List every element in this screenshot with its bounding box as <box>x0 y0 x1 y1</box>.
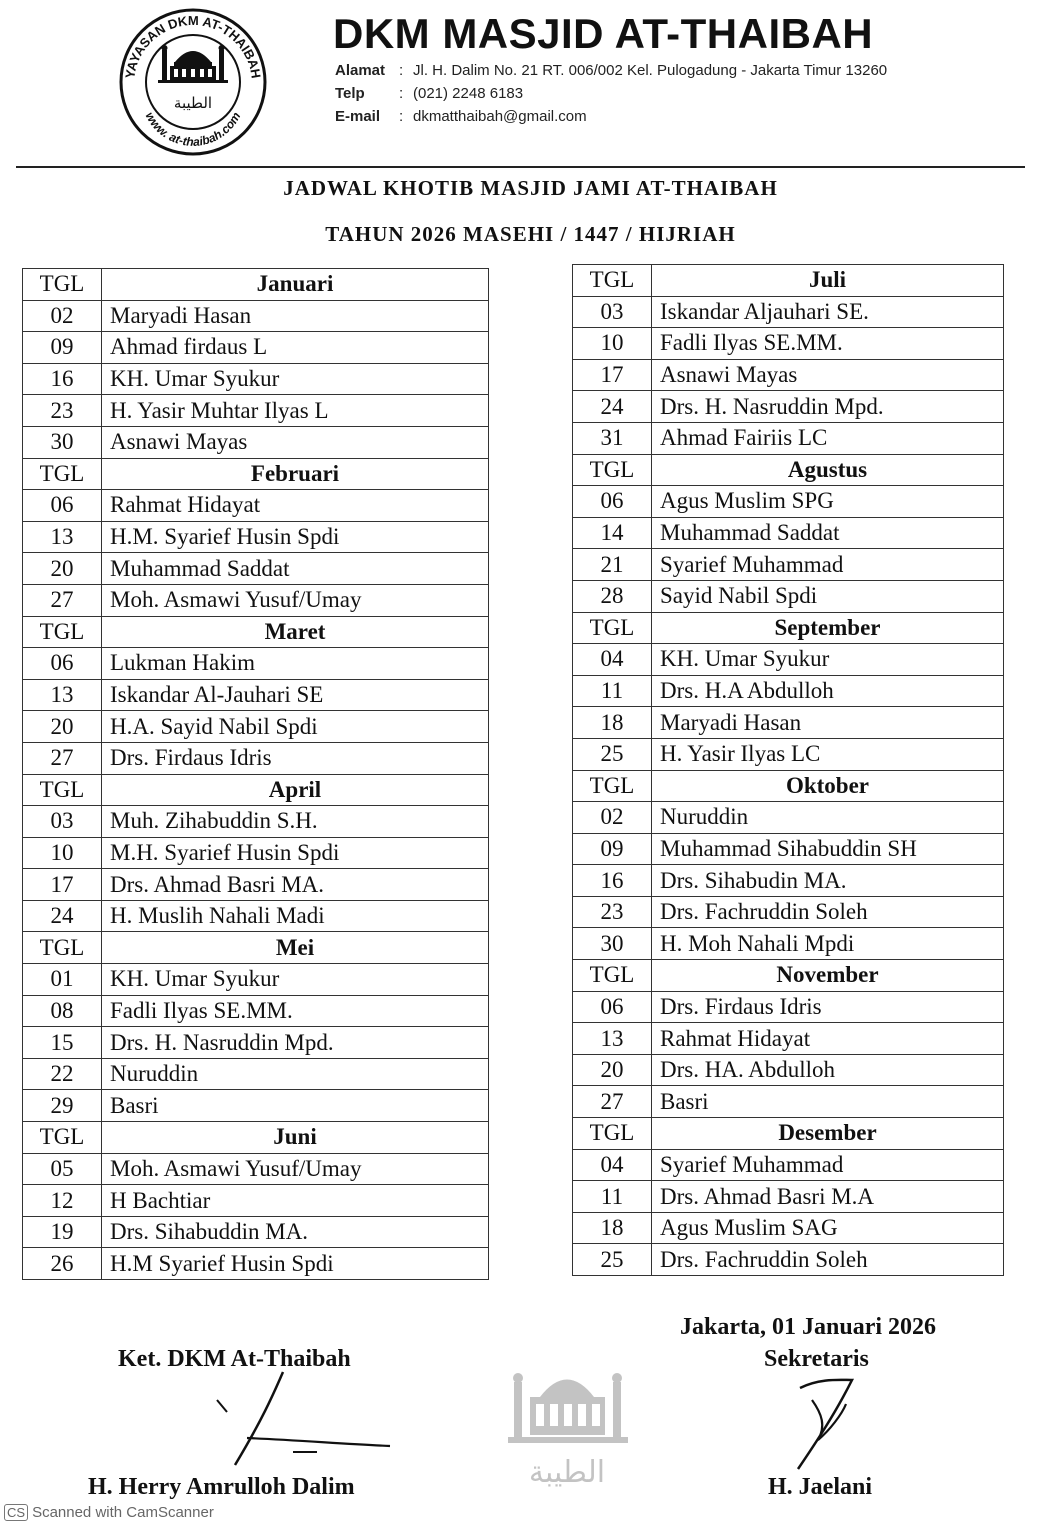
schedule-row <box>573 359 1004 391</box>
khotib-name: Drs. Ahmad Basri M.A <box>652 1181 1004 1213</box>
schedule-date: 30 <box>573 928 652 960</box>
khotib-name: H. Yasir Ilyas LC <box>652 738 1004 770</box>
schedule-row <box>23 711 489 743</box>
schedule-date: 29 <box>23 1090 102 1122</box>
tgl-column-header: TGL <box>573 960 652 992</box>
schedule-row <box>23 837 489 869</box>
khotib-name: H.M. Syarief Husin Spdi <box>102 521 489 553</box>
logo-text-top: YAYASAN DKM AT-THAIBAH <box>122 12 264 80</box>
schedule-row <box>23 1090 489 1122</box>
schedule-row <box>23 1058 489 1090</box>
khotib-name: Basri <box>102 1090 489 1122</box>
khotib-name: Asnawi Mayas <box>102 426 489 458</box>
schedule-row <box>573 486 1004 518</box>
khotib-name: Muhammad Saddat <box>102 553 489 585</box>
schedule-row <box>573 738 1004 770</box>
phone-line <box>335 85 523 102</box>
khotib-name: Drs. Sihabudin MA. <box>652 865 1004 897</box>
schedule-table-jan-jun <box>22 268 489 1280</box>
schedule-date: 20 <box>573 1054 652 1086</box>
schedule-date: 21 <box>573 549 652 581</box>
tgl-column-header: TGL <box>23 932 102 964</box>
khotib-name: H. Yasir Muhtar Ilyas L <box>102 395 489 427</box>
khotib-name: Muhammad Sihabuddin SH <box>652 833 1004 865</box>
schedule-date: 01 <box>23 964 102 996</box>
schedule-row <box>23 1153 489 1185</box>
khotib-name: Ahmad Fairiis LC <box>652 422 1004 454</box>
org-name: DKM MASJID AT-THAIBAH <box>333 10 874 57</box>
schedule-row <box>573 422 1004 454</box>
month-header-row <box>23 269 489 301</box>
schedule-row <box>573 1149 1004 1181</box>
schedule-row <box>573 644 1004 676</box>
schedule-table-jul-dec <box>572 264 1004 1276</box>
document-title: JADWAL KHOTIB MASJID JAMI AT-THAIBAH <box>283 176 778 200</box>
schedule-date: 24 <box>573 391 652 423</box>
schedule-row <box>573 296 1004 328</box>
khotib-name: H. Moh Nahali Mpdi <box>652 928 1004 960</box>
khotib-name: Moh. Asmawi Yusuf/Umay <box>102 1153 489 1185</box>
month-name: April <box>102 774 489 806</box>
schedule-row <box>573 1244 1004 1276</box>
schedule-date: 05 <box>23 1153 102 1185</box>
tgl-column-header: TGL <box>23 774 102 806</box>
camscanner-badge: CS <box>4 1504 28 1521</box>
schedule-date: 20 <box>23 711 102 743</box>
schedule-date: 11 <box>573 675 652 707</box>
schedule-date: 17 <box>23 869 102 901</box>
mosque-icon <box>158 45 228 83</box>
tgl-column-header: TGL <box>573 770 652 802</box>
schedule-date: 03 <box>23 806 102 838</box>
schedule-date: 27 <box>23 742 102 774</box>
khotib-name: Nuruddin <box>652 802 1004 834</box>
email-value: dkmatthaibah@gmail.com <box>413 108 587 125</box>
logo-text-bottom: www. at-thaibah.com <box>142 109 244 149</box>
khotib-name: Ahmad firdaus L <box>102 332 489 364</box>
month-header-row <box>573 265 1004 297</box>
month-name: Maret <box>102 616 489 648</box>
schedule-date: 13 <box>23 679 102 711</box>
schedule-row <box>23 964 489 996</box>
khotib-name: Drs. Fachruddin Soleh <box>652 1244 1004 1276</box>
schedule-date: 23 <box>573 896 652 928</box>
schedule-row <box>573 1023 1004 1055</box>
schedule-date: 26 <box>23 1248 102 1280</box>
khotib-name: Rahmat Hidayat <box>652 1023 1004 1055</box>
schedule-row <box>573 896 1004 928</box>
schedule-date: 13 <box>573 1023 652 1055</box>
schedule-date: 31 <box>573 422 652 454</box>
month-header-row <box>573 960 1004 992</box>
khotib-name: H Bachtiar <box>102 1185 489 1217</box>
schedule-date: 27 <box>573 1086 652 1118</box>
khotib-name: Drs. Fachruddin Soleh <box>652 896 1004 928</box>
tgl-column-header: TGL <box>23 616 102 648</box>
schedule-row <box>573 833 1004 865</box>
schedule-row <box>573 1086 1004 1118</box>
khotib-name: Fadli Ilyas SE.MM. <box>652 328 1004 360</box>
camscanner-mark <box>4 1504 214 1521</box>
khotib-name: H. Muslih Nahali Madi <box>102 900 489 932</box>
khotib-name: Basri <box>652 1086 1004 1118</box>
schedule-row <box>23 995 489 1027</box>
camscanner-text: Scanned with CamScanner <box>32 1504 214 1521</box>
khotib-name: H.M Syarief Husin Spdi <box>102 1248 489 1280</box>
khotib-name: Asnawi Mayas <box>652 359 1004 391</box>
email-separator: : <box>399 108 404 125</box>
schedule-date: 15 <box>23 1027 102 1059</box>
khotib-name: Muh. Zihabuddin S.H. <box>102 806 489 838</box>
khotib-name: Maryadi Hasan <box>102 300 489 332</box>
schedule-row <box>23 806 489 838</box>
schedule-date: 19 <box>23 1216 102 1248</box>
schedule-row <box>23 300 489 332</box>
khotib-name: Drs. HA. Abdulloh <box>652 1054 1004 1086</box>
schedule-row <box>573 1181 1004 1213</box>
khotib-name: Iskandar Aljauhari SE. <box>652 296 1004 328</box>
khotib-name: KH. Umar Syukur <box>652 644 1004 676</box>
khotib-name: KH. Umar Syukur <box>102 363 489 395</box>
khotib-name: Drs. H. Nasruddin Mpd. <box>652 391 1004 423</box>
schedule-row <box>23 648 489 680</box>
email-label: E-mail <box>335 108 381 125</box>
schedule-row <box>23 900 489 932</box>
month-name: Agustus <box>652 454 1004 486</box>
phone-separator: : <box>399 85 404 102</box>
mosque-watermark-icon <box>500 1352 635 1502</box>
schedule-row <box>573 802 1004 834</box>
month-header-row <box>573 770 1004 802</box>
address-value: Jl. H. Dalim No. 21 RT. 006/002 Kel. Pulogadung - Jakarta Timur 13260 <box>413 62 888 79</box>
schedule-row <box>23 521 489 553</box>
khotib-name: Moh. Asmawi Yusuf/Umay <box>102 584 489 616</box>
schedule-date: 03 <box>573 296 652 328</box>
schedule-row <box>573 517 1004 549</box>
phone-label: Telp <box>335 85 365 102</box>
schedule-date: 30 <box>23 426 102 458</box>
schedule-row <box>23 869 489 901</box>
khotib-name: Drs. H.A Abdulloh <box>652 675 1004 707</box>
tgl-column-header: TGL <box>573 454 652 486</box>
schedule-row <box>23 584 489 616</box>
tgl-column-header: TGL <box>573 265 652 297</box>
khotib-name: M.H. Syarief Husin Spdi <box>102 837 489 869</box>
schedule-date: 23 <box>23 395 102 427</box>
month-header-row <box>573 1118 1004 1150</box>
schedule-row <box>23 1027 489 1059</box>
secretary-title: Sekretaris <box>764 1346 869 1372</box>
schedule-date: 18 <box>573 1212 652 1244</box>
address-label: Alamat <box>335 62 386 79</box>
schedule-date: 06 <box>573 991 652 1023</box>
schedule-date: 14 <box>573 517 652 549</box>
khotib-name: Nuruddin <box>102 1058 489 1090</box>
schedule-date: 16 <box>23 363 102 395</box>
month-name: Oktober <box>652 770 1004 802</box>
schedule-date: 25 <box>573 738 652 770</box>
month-name: Desember <box>652 1118 1004 1150</box>
month-header-row <box>23 774 489 806</box>
schedule-date: 10 <box>23 837 102 869</box>
schedule-row <box>23 1248 489 1280</box>
schedule-date: 16 <box>573 865 652 897</box>
month-header-row <box>23 616 489 648</box>
month-name: September <box>652 612 1004 644</box>
tgl-column-header: TGL <box>573 1118 652 1150</box>
schedule-date: 20 <box>23 553 102 585</box>
khotib-name: Drs. Firdaus Idris <box>652 991 1004 1023</box>
tgl-column-header: TGL <box>23 458 102 490</box>
phone-value: (021) 2248 6183 <box>413 85 524 102</box>
schedule-row <box>573 991 1004 1023</box>
schedule-date: 28 <box>573 580 652 612</box>
schedule-row <box>573 1054 1004 1086</box>
khotib-name: KH. Umar Syukur <box>102 964 489 996</box>
schedule-date: 18 <box>573 707 652 739</box>
schedule-date: 02 <box>23 300 102 332</box>
chairman-name: H. Herry Amrulloh Dalim <box>88 1474 355 1500</box>
month-name: Mei <box>102 932 489 964</box>
schedule-row <box>23 490 489 522</box>
chairman-title: Ket. DKM At-Thaibah <box>118 1346 351 1372</box>
khotib-name: Drs. H. Nasruddin Mpd. <box>102 1027 489 1059</box>
schedule-date: 06 <box>23 490 102 522</box>
schedule-row <box>573 928 1004 960</box>
khotib-name: Syarief Muhammad <box>652 1149 1004 1181</box>
schedule-date: 04 <box>573 1149 652 1181</box>
month-header-row <box>23 1122 489 1154</box>
khotib-name: Drs. Ahmad Basri MA. <box>102 869 489 901</box>
tgl-column-header: TGL <box>23 1122 102 1154</box>
schedule-date: 27 <box>23 584 102 616</box>
place-date: Jakarta, 01 Januari 2026 <box>680 1314 937 1340</box>
khotib-name: Agus Muslim SAG <box>652 1212 1004 1244</box>
schedule-date: 04 <box>573 644 652 676</box>
logo-arabic: الطيبة <box>173 94 213 112</box>
schedule-row <box>573 1212 1004 1244</box>
schedule-date: 24 <box>23 900 102 932</box>
month-header-row <box>573 454 1004 486</box>
schedule-date: 13 <box>23 521 102 553</box>
tgl-column-header: TGL <box>573 612 652 644</box>
schedule-row <box>23 426 489 458</box>
watermark-arabic: الطيبة <box>528 1455 606 1490</box>
schedule-date: 22 <box>23 1058 102 1090</box>
khotib-name: Iskandar Al-Jauhari SE <box>102 679 489 711</box>
schedule-row <box>573 580 1004 612</box>
document-subtitle: TAHUN 2026 MASEHI / 1447 / HIJRIAH <box>325 222 736 246</box>
schedule-date: 06 <box>573 486 652 518</box>
schedule-row <box>573 865 1004 897</box>
month-name: Januari <box>102 269 489 301</box>
yayasan-logo <box>112 4 274 156</box>
khotib-name: Muhammad Saddat <box>652 517 1004 549</box>
khotib-name: H.A. Sayid Nabil Spdi <box>102 711 489 743</box>
chairman-signature <box>205 1370 405 1470</box>
schedule-date: 08 <box>23 995 102 1027</box>
schedule-row <box>573 675 1004 707</box>
schedule-row <box>23 679 489 711</box>
month-header-row <box>23 932 489 964</box>
schedule-date: 11 <box>573 1181 652 1213</box>
tgl-column-header: TGL <box>23 269 102 301</box>
schedule-date: 06 <box>23 648 102 680</box>
khotib-name: Rahmat Hidayat <box>102 490 489 522</box>
month-header-row <box>23 458 489 490</box>
schedule-date: 17 <box>573 359 652 391</box>
khotib-name: Lukman Hakim <box>102 648 489 680</box>
schedule-row <box>573 328 1004 360</box>
secretary-signature <box>790 1374 870 1474</box>
month-name: Februari <box>102 458 489 490</box>
khotib-name: Syarief Muhammad <box>652 549 1004 581</box>
schedule-row <box>573 391 1004 423</box>
schedule-row <box>23 1185 489 1217</box>
schedule-row <box>23 742 489 774</box>
schedule-date: 02 <box>573 802 652 834</box>
schedule-row <box>23 553 489 585</box>
schedule-row <box>23 1216 489 1248</box>
khotib-name: Maryadi Hasan <box>652 707 1004 739</box>
schedule-date: 09 <box>573 833 652 865</box>
month-name: Juli <box>652 265 1004 297</box>
khotib-name: Sayid Nabil Spdi <box>652 580 1004 612</box>
month-name: Juni <box>102 1122 489 1154</box>
khotib-name: Drs. Sihabuddin MA. <box>102 1216 489 1248</box>
email-line <box>335 108 587 125</box>
address-line <box>335 62 887 79</box>
schedule-date: 12 <box>23 1185 102 1217</box>
schedule-row <box>23 363 489 395</box>
schedule-row <box>573 707 1004 739</box>
khotib-name: Agus Muslim SPG <box>652 486 1004 518</box>
khotib-name: Drs. Firdaus Idris <box>102 742 489 774</box>
schedule-date: 09 <box>23 332 102 364</box>
schedule-date: 25 <box>573 1244 652 1276</box>
month-name: November <box>652 960 1004 992</box>
schedule-row <box>23 395 489 427</box>
schedule-date: 10 <box>573 328 652 360</box>
schedule-row <box>573 549 1004 581</box>
schedule-row <box>23 332 489 364</box>
secretary-name: H. Jaelani <box>768 1474 873 1500</box>
khotib-name: Fadli Ilyas SE.MM. <box>102 995 489 1027</box>
address-separator: : <box>399 62 404 79</box>
month-header-row <box>573 612 1004 644</box>
header-divider <box>16 166 1025 168</box>
